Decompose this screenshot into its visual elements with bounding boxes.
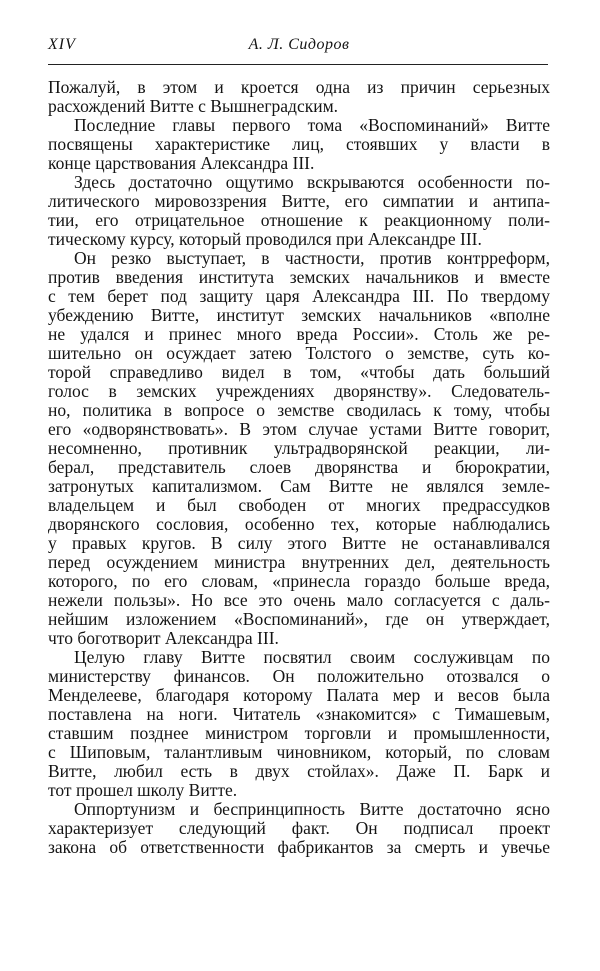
text-line: голос в земских учреждениях дворянству». Следователь- xyxy=(48,381,550,401)
text-line: закона об ответственности фабрикантов за смерть и увечье xyxy=(48,837,550,857)
text-line: литического мировоззрения Витте, его симпатии и антипа- xyxy=(48,191,550,211)
text-line: берал, представитель слоев дворянства и бюрократии, xyxy=(48,457,550,477)
text-line: нейшим изложением «Воспоминаний», где он утверждает, xyxy=(48,609,550,629)
text-line: характеризует следующий факт. Он подписал проект xyxy=(48,818,550,838)
text-line: Витте, любил есть в двух стойлах». Даже П. Барк и xyxy=(48,761,550,781)
text-line: но, политика в вопросе о земстве сводилась к тому, чтобы xyxy=(48,400,550,420)
text-line: тическому курсу, который проводился при Александре III. xyxy=(48,229,482,249)
text-line: Он резко выступает, в частности, против контрреформ, xyxy=(74,248,550,268)
text-line: несомненно, противник ультрадворянской реакции, ли- xyxy=(48,438,550,458)
text-line: его «одворянствовать». В этом случае устами Витте говорит, xyxy=(48,419,550,439)
text-line: перед осуждением министра внутренних дел, деятельность xyxy=(48,552,550,572)
text-line: торой справедливо видел в том, «чтобы дать больший xyxy=(48,362,550,382)
text-line: у правых кругов. В силу этого Витте не останавливался xyxy=(48,533,550,553)
text-line: конце царствования Александра III. xyxy=(48,153,315,173)
text-line: с Шиповым, талантливым чиновником, который, по словам xyxy=(48,742,550,762)
paragraph xyxy=(48,249,550,648)
text-line: что боготворит Александра III. xyxy=(48,628,279,648)
paragraph xyxy=(48,116,550,173)
text-line: убеждению Витте, институт земских начальников «вполне xyxy=(48,305,550,325)
body-text xyxy=(48,78,550,857)
text-line: Целую главу Витте посвятил своим сослуживцам по xyxy=(74,647,550,667)
text-line: дворянского сословия, особенно тех, которые наблюдались xyxy=(48,514,550,534)
text-line: которого, по его словам, «принесла гораздо больше вреда, xyxy=(48,571,550,591)
text-line: не удался и принес много вреда России». Столь же ре- xyxy=(48,324,550,344)
text-line: Менделееве, благодаря которому Палата мер и весов была xyxy=(48,685,550,705)
text-line: владельцем и был свободен от многих предрассудков xyxy=(48,495,550,515)
page-number: XIV xyxy=(48,36,76,53)
text-line: шительно он осуждает затею Толстого о земстве, суть ко- xyxy=(48,343,550,363)
paragraph xyxy=(48,173,550,249)
text-line: министерству финансов. Он положительно отозвался о xyxy=(48,666,550,686)
text-line: Здесь достаточно ощутимо вскрываются особенности по- xyxy=(74,172,550,192)
text-line: Последние главы первого тома «Воспоминаний» Витте xyxy=(74,115,550,135)
paragraph xyxy=(48,648,550,800)
paragraph xyxy=(48,78,550,116)
text-line: ставшим позднее министром торговли и промышленности, xyxy=(48,723,550,743)
text-line: тии, его отрицательное отношение к реакционному поли- xyxy=(48,210,550,230)
paragraph xyxy=(48,800,550,857)
text-line: затронутых капитализмом. Сам Витте не являлся земле- xyxy=(48,476,550,496)
text-line: Оппортунизм и беспринципность Витте достаточно ясно xyxy=(74,799,550,819)
text-line: посвящены характеристике лиц, стоявших у власти в xyxy=(48,134,550,154)
text-line: Пожалуй, в этом и кроется одна из причин серьезных xyxy=(48,77,550,97)
text-line: поставлена на ноги. Читатель «знакомится» с Тимашевым, xyxy=(48,704,550,724)
running-head-author: А. Л. Сидоров xyxy=(248,36,350,53)
page-header xyxy=(48,36,550,58)
header-rule xyxy=(48,64,548,65)
text-line: расхождений Витте с Вышнеградским. xyxy=(48,96,339,116)
text-line: с тем берет под защиту царя Александра III. По твердому xyxy=(48,286,550,306)
text-line: против введения института земских начальников и вместе xyxy=(48,267,550,287)
text-line: тот прошел школу Витте. xyxy=(48,780,238,800)
text-line: нежели пользы». Но все это очень мало согласуется с даль- xyxy=(48,590,550,610)
